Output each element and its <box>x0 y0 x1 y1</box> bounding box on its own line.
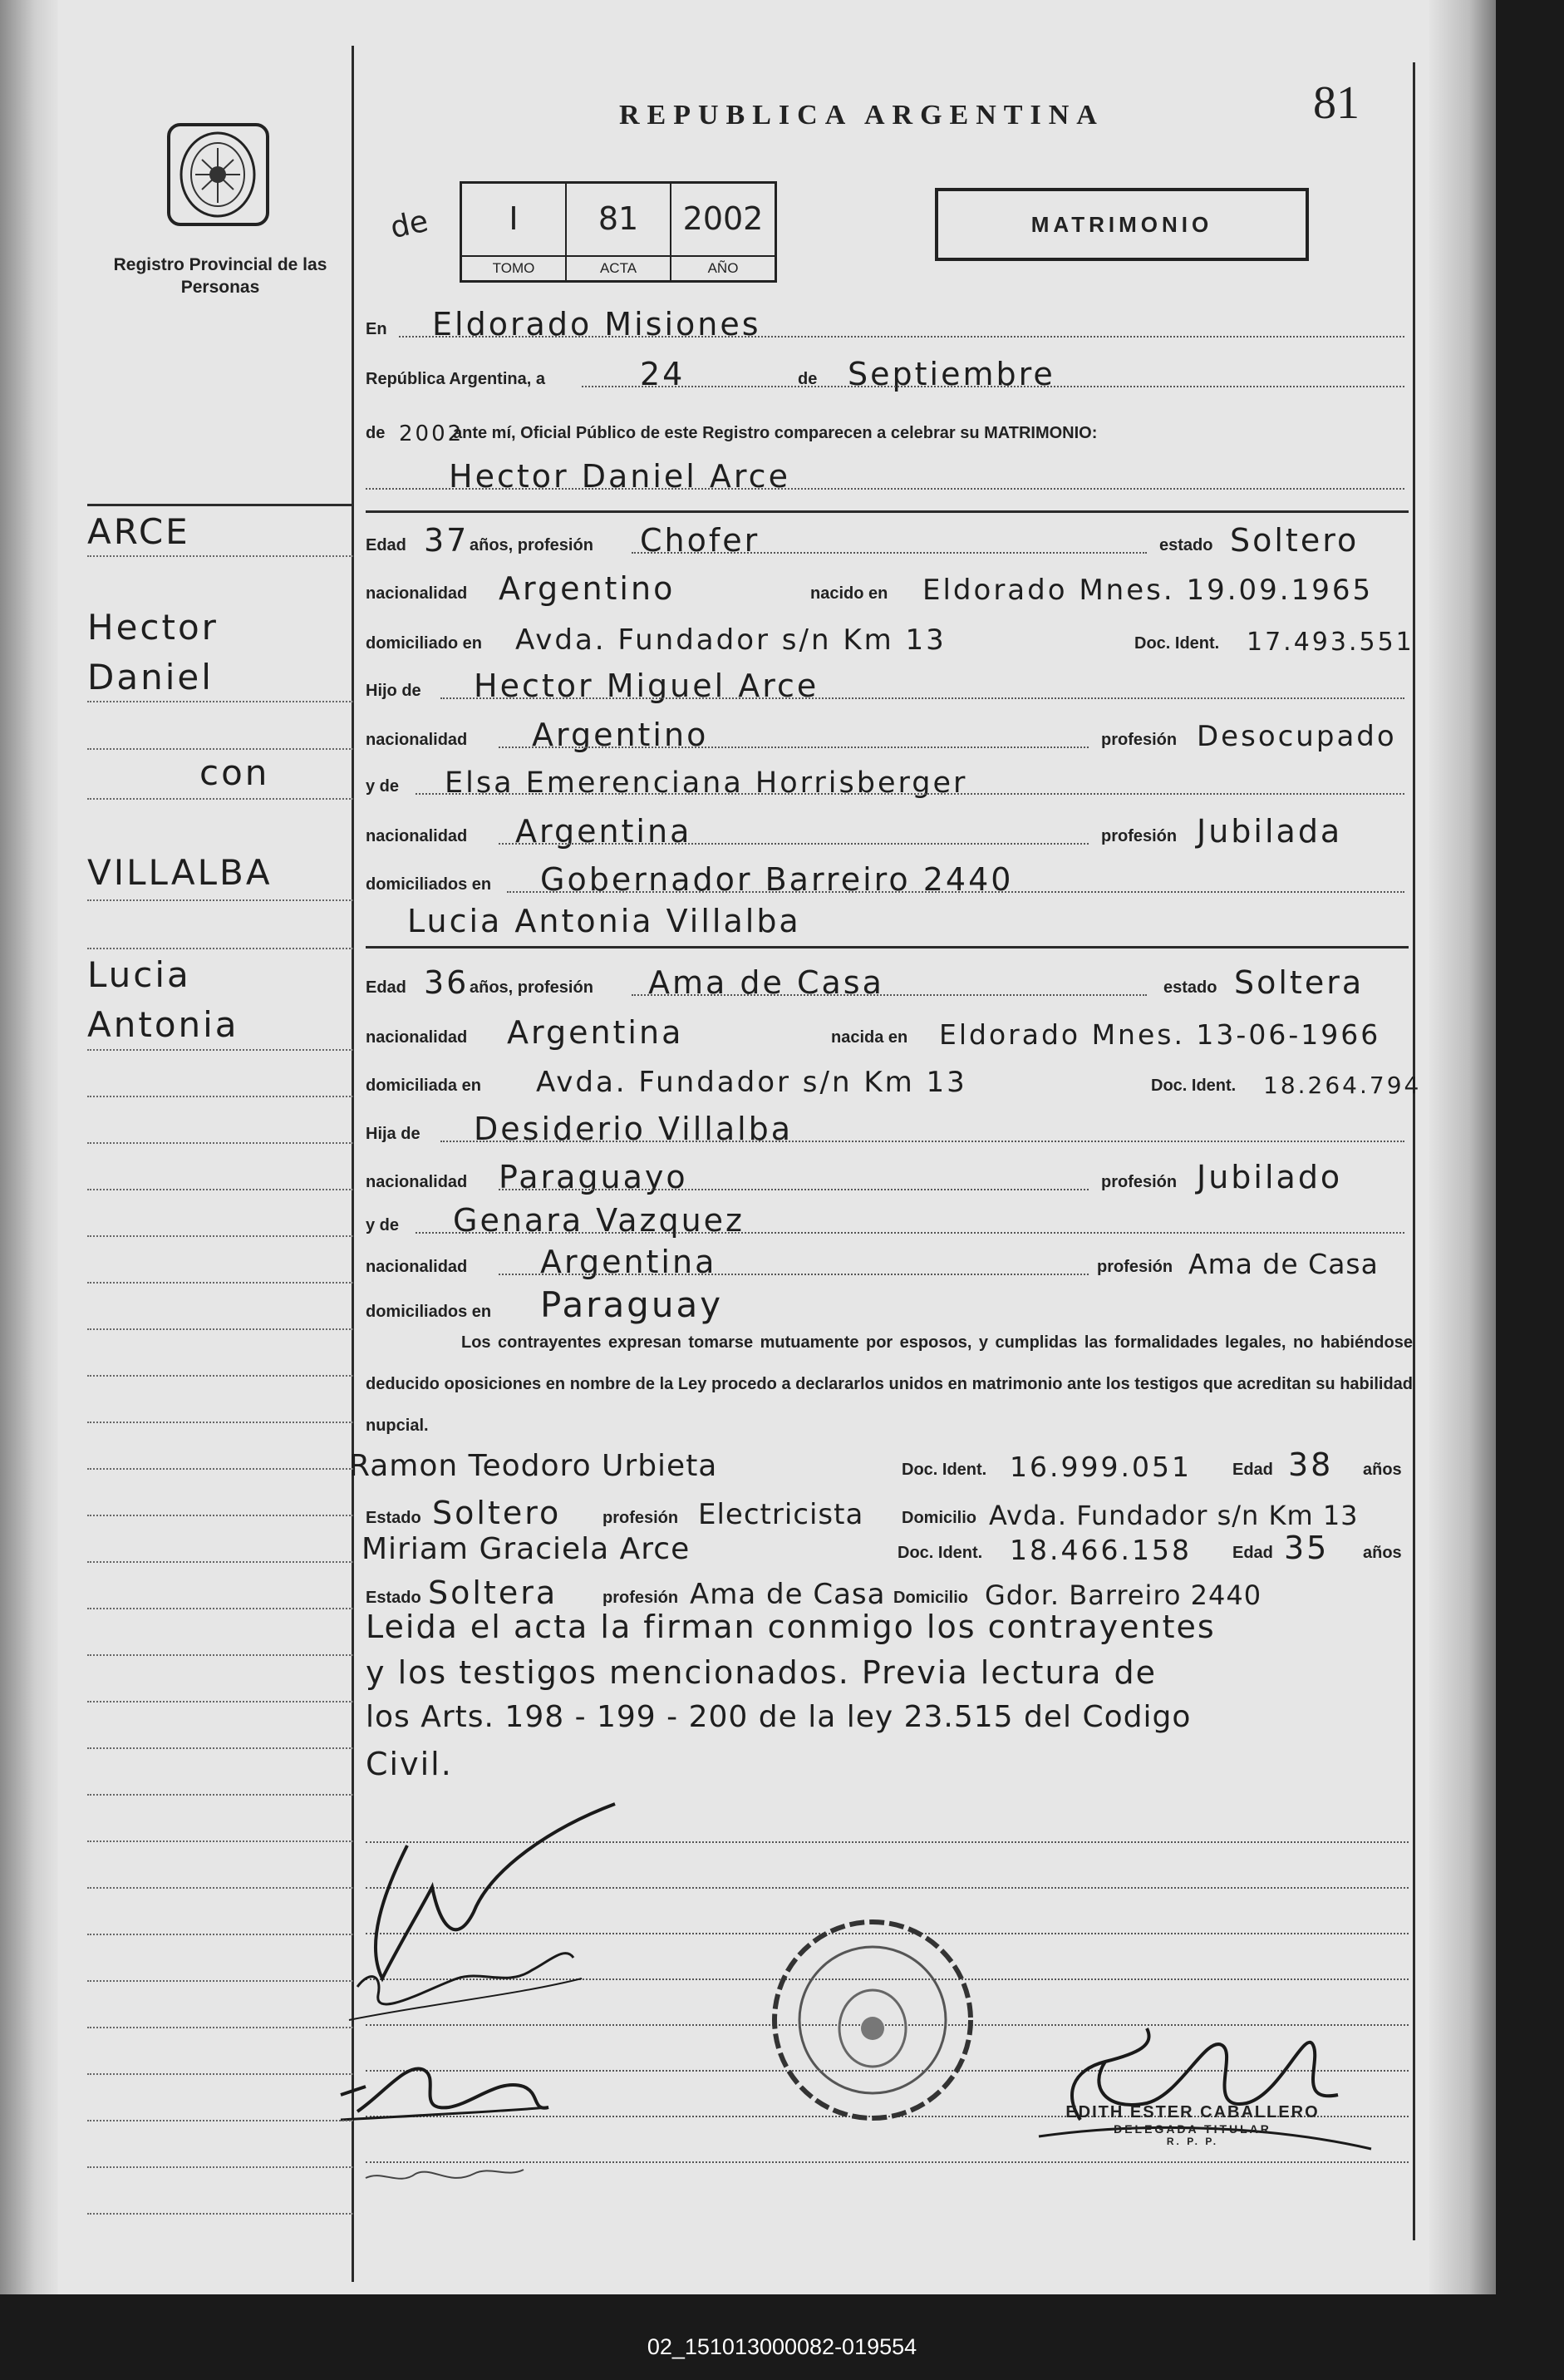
anos-profesion-label: años, profesión <box>470 536 593 554</box>
groom-mother: Elsa Emerenciana Horrisberger <box>445 766 968 800</box>
dotted-line <box>87 899 353 901</box>
profesion-label: profesión <box>1101 827 1178 845</box>
doc-ident-label: Doc. Ident. <box>1151 1077 1237 1095</box>
doc-ident-label: Doc. Ident. <box>1134 634 1220 653</box>
hija-de-label: Hija de <box>366 1125 421 1143</box>
groom-mother-profession: Jubilada <box>1197 813 1343 850</box>
dotted-line <box>87 1980 353 1982</box>
margin-groom-given-2: Daniel <box>87 657 214 697</box>
page-number: 81 <box>1313 77 1360 129</box>
dotted-line <box>87 1887 353 1889</box>
groom-father-row <box>366 669 1413 704</box>
intro-statement-row <box>366 411 1413 446</box>
groom-nationality-row <box>366 572 1413 607</box>
bride-father-nationality: Paraguayo <box>499 1159 688 1195</box>
bride-mother-profession: Ama de Casa <box>1188 1248 1379 1280</box>
witness-2-profession: Ama de Casa <box>690 1578 886 1611</box>
domiciliados-label: domiciliados en <box>366 1303 492 1321</box>
profesion-label: profesión <box>1097 1258 1173 1276</box>
section-rule <box>366 946 1409 949</box>
scan-file-id: 02_151013000082-019554 <box>647 2334 917 2359</box>
republica-label: República Argentina, a <box>366 370 545 388</box>
edad-label: Edad <box>366 978 406 997</box>
groom-doc: 17.493.551 <box>1247 628 1414 657</box>
bride-mother-row <box>366 1204 1413 1239</box>
de-label: de <box>798 370 818 388</box>
registry-name: Registro Provincial de las Personas <box>113 255 327 297</box>
domiciliado-label: domiciliado en <box>366 634 483 653</box>
dotted-line <box>87 1282 353 1284</box>
dotted-line <box>87 1328 353 1330</box>
bride-birth: Eldorado Mnes. 13-06-1966 <box>939 1018 1381 1051</box>
margin-groom-given-1: Hector <box>87 607 219 648</box>
groom-father-nat-row <box>366 718 1413 753</box>
nacido-label: nacido en <box>810 584 888 603</box>
groom-father-nationality: Argentino <box>532 717 709 753</box>
domiciliados-label: domiciliados en <box>366 875 492 894</box>
groom-birth: Eldorado Mnes. 19.09.1965 <box>922 574 1374 607</box>
bride-age: 36 <box>424 964 470 1001</box>
bride-doc: 18.264.794 <box>1263 1072 1422 1099</box>
groom-mother-row <box>366 765 1413 800</box>
nacionalidad-label: nacionalidad <box>366 1258 468 1276</box>
dotted-line <box>87 1375 353 1377</box>
page-binding-shadow <box>0 0 58 2294</box>
provincial-seal-icon <box>162 116 274 233</box>
dotted-line <box>87 948 353 949</box>
dotted-line <box>87 1468 353 1470</box>
bride-name-row <box>366 904 1413 939</box>
dotted-line <box>632 994 1147 996</box>
dotted-line <box>87 1701 353 1702</box>
witness-2-row <box>361 1530 1413 1566</box>
witness-1-profession: Electricista <box>698 1498 864 1531</box>
dotted-line <box>87 1049 353 1051</box>
dotted-line <box>87 1608 353 1609</box>
dotted-line <box>366 488 1404 490</box>
bride-father: Desiderio Villalba <box>474 1111 794 1147</box>
closing-line-3: los Arts. 198 - 199 - 200 de la ley 23.515 del Codigo <box>366 1700 1192 1734</box>
groom-parents-address-row <box>366 863 1413 898</box>
dotted-line <box>87 1561 353 1563</box>
dotted-line <box>87 2120 353 2121</box>
domicilio-label: Domicilio <box>902 1509 977 1527</box>
domiciliada-label: domiciliada en <box>366 1077 481 1095</box>
right-border <box>1413 62 1415 2240</box>
dotted-line <box>87 1515 353 1516</box>
registrar-office: R. P. P. <box>1166 2136 1219 2147</box>
groom-parents-address: Gobernador Barreiro 2440 <box>540 861 1014 898</box>
nacida-label: nacida en <box>831 1028 908 1047</box>
anos-label: años <box>1363 1544 1402 1562</box>
hijo-de-label: Hijo de <box>366 682 421 700</box>
witness-2-doc: 18.466.158 <box>1010 1534 1192 1566</box>
bride-address-row <box>366 1064 1422 1099</box>
margin-con: con <box>199 752 270 793</box>
intro-date-row <box>366 357 1413 392</box>
nacionalidad-label: nacionalidad <box>366 827 468 845</box>
dotted-line <box>87 1235 353 1237</box>
dotted-line <box>87 1840 353 1842</box>
acta-label: ACTA <box>567 255 670 280</box>
tomo-label: TOMO <box>462 255 565 280</box>
witness-2-age: 35 <box>1284 1530 1330 1566</box>
witness-1-age: 38 <box>1288 1446 1334 1483</box>
dotted-line <box>87 1096 353 1097</box>
dotted-line <box>87 1142 353 1144</box>
year-value: 2002 <box>399 421 465 446</box>
closing-line-4: Civil. <box>366 1746 453 1782</box>
witness-2-detail-row <box>366 1576 1413 1611</box>
dotted-line <box>87 701 353 702</box>
dotted-line <box>499 747 1089 748</box>
estado-label: estado <box>1159 536 1213 554</box>
tomo-value: I <box>509 200 519 237</box>
dotted-line <box>582 386 1404 387</box>
anio-value: 2002 <box>682 200 764 237</box>
bride-nationality: Argentina <box>507 1014 684 1051</box>
registrar-title: DELEGADA TITULAR <box>1114 2122 1271 2136</box>
bride-father-row <box>366 1112 1413 1147</box>
bride-parents-address: Paraguay <box>540 1284 724 1325</box>
dotted-line <box>440 1141 1404 1142</box>
dotted-line <box>87 748 353 750</box>
groom-civil-status: Soltero <box>1230 522 1360 559</box>
edad-label: Edad <box>1232 1461 1273 1479</box>
dotted-line <box>499 843 1089 845</box>
record-number-box <box>460 181 777 283</box>
closing-line-1: Leida el acta la firman conmigo los contrayentes <box>366 1609 1216 1645</box>
bride-nationality-row <box>366 1016 1413 1051</box>
witness-1-row <box>349 1446 1413 1483</box>
edad-label: Edad <box>1232 1544 1273 1562</box>
groom-age-row <box>366 524 1413 559</box>
estado-label: Estado <box>366 1589 421 1607</box>
groom-name-row <box>366 460 1413 495</box>
registrar-stamp <box>1051 2103 1334 2147</box>
edad-label: Edad <box>366 536 406 554</box>
statement-text: ante mí, Oficial Público de este Registro comparecen a celebrar su MATRIMONIO: <box>453 424 1098 442</box>
margin-bride-surname: VILLALBA <box>87 852 273 893</box>
groom-mother-nationality: Argentina <box>515 813 692 850</box>
nacionalidad-label: nacionalidad <box>366 731 468 749</box>
domicilio-label: Domicilio <box>893 1589 969 1607</box>
dotted-line <box>87 1794 353 1796</box>
witness-1-name: Ramon Teodoro Urbieta <box>349 1449 718 1483</box>
bride-address: Avda. Fundador s/n Km 13 <box>536 1066 967 1099</box>
nacionalidad-label: nacionalidad <box>366 1173 468 1191</box>
groom-address-row <box>366 622 1413 657</box>
groom-father-profession: Desocupado <box>1197 720 1397 753</box>
margin-groom-surname: ARCE <box>87 511 190 552</box>
day-value: 24 <box>640 356 686 392</box>
dotted-line <box>416 1232 1404 1234</box>
bride-parents-address-row <box>366 1284 1413 1325</box>
dotted-line <box>87 1934 353 1935</box>
bride-mother: Genara Vazquez <box>453 1202 745 1239</box>
bride-profession: Ama de Casa <box>648 964 884 1001</box>
witness-2-address: Gdor. Barreiro 2440 <box>985 1579 1262 1611</box>
official-seal-stamp <box>765 1912 981 2128</box>
bride-father-nat-row <box>366 1160 1413 1195</box>
dotted-line <box>87 2027 353 2028</box>
nacionalidad-label: nacionalidad <box>366 584 468 603</box>
dotted-line <box>87 798 353 800</box>
margin-rule <box>87 504 352 506</box>
declaration-text: Los contrayentes expresan tomarse mutuamente por esposos, y cumplidas las formalidades legales, no habiéndose deducido oposiciones en nombre de la Ley procedo a declararlos unidos en matrimonio ante los testigos que acreditan su habilidad nupcial. <box>366 1333 1413 1435</box>
profesion-label: profesión <box>602 1509 679 1527</box>
anos-profesion-label: años, profesión <box>470 978 593 997</box>
dotted-line <box>87 2073 353 2075</box>
bride-mother-nat-row <box>366 1245 1413 1280</box>
bride-civil-status: Soltera <box>1234 964 1365 1001</box>
estado-label: estado <box>1163 978 1217 997</box>
dotted-line <box>507 891 1404 893</box>
margin-bride-given-2: Antonia <box>87 1004 239 1045</box>
dotted-line <box>499 1189 1089 1190</box>
dotted-line <box>87 555 353 557</box>
place-value: Eldorado Misiones <box>432 306 761 342</box>
bride-age-row <box>366 966 1413 1001</box>
dotted-line <box>440 697 1404 699</box>
dotted-line <box>399 336 1404 338</box>
groom-mother-nat-row <box>366 815 1413 850</box>
profesion-label: profesión <box>602 1589 679 1607</box>
bride-father-profession: Jubilado <box>1197 1159 1343 1195</box>
intro-place-row <box>366 308 1413 342</box>
de2-label: de <box>366 424 386 442</box>
bride-mother-nationality: Argentina <box>540 1244 717 1280</box>
doc-ident-label: Doc. Ident. <box>898 1544 983 1562</box>
profesion-label: profesión <box>1101 1173 1178 1191</box>
doc-ident-label: Doc. Ident. <box>902 1461 987 1479</box>
margin-bride-given-1: Lucia <box>87 954 191 995</box>
dotted-line <box>499 1274 1089 1275</box>
groom-nationality: Argentino <box>499 570 676 607</box>
witness-1-doc: 16.999.051 <box>1010 1451 1192 1483</box>
acta-cell <box>567 184 671 280</box>
record-type-box: MATRIMONIO <box>935 188 1309 261</box>
closing-line-2: y los testigos mencionados. Previa lectura de <box>366 1654 1158 1691</box>
groom-full-name: Hector Daniel Arce <box>449 458 790 495</box>
witness-1-civil-status: Soltero <box>432 1495 562 1531</box>
dotted-line <box>416 793 1404 795</box>
en-label: En <box>366 320 387 338</box>
month-value: Septiembre <box>848 356 1055 392</box>
y-de-label: y de <box>366 777 400 796</box>
tomo-cell <box>462 184 567 280</box>
dotted-line <box>632 552 1147 554</box>
anio-cell <box>671 184 775 280</box>
anos-label: años <box>1363 1461 1402 1479</box>
dotted-line <box>87 2213 353 2215</box>
groom-address: Avda. Fundador s/n Km 13 <box>515 623 947 657</box>
groom-father: Hector Miguel Arce <box>474 668 819 704</box>
witness-2-civil-status: Soltera <box>428 1574 558 1611</box>
y-de-label: y de <box>366 1216 400 1234</box>
nacionalidad-label: nacionalidad <box>366 1028 468 1047</box>
groom-age: 37 <box>424 522 470 559</box>
dotted-line <box>87 1654 353 1656</box>
witness-1-address: Avda. Fundador s/n Km 13 <box>989 1500 1359 1531</box>
registrar-name: EDITH ESTER CABALLERO <box>1065 2103 1320 2121</box>
acta-value: 81 <box>598 200 639 237</box>
dotted-line <box>87 1422 353 1423</box>
estado-label: Estado <box>366 1509 421 1527</box>
dotted-line <box>87 1747 353 1749</box>
witness-2-name: Miriam Graciela Arce <box>361 1532 691 1566</box>
dotted-line <box>87 1189 353 1190</box>
anio-label: AÑO <box>671 255 775 280</box>
country-title: REPUBLICA ARGENTINA <box>619 100 1104 131</box>
profesion-label: profesión <box>1101 731 1178 749</box>
section-rule <box>366 510 1409 513</box>
groom-profession: Chofer <box>640 522 760 559</box>
page-edge-shadow <box>1429 0 1496 2294</box>
witness-1-detail-row <box>366 1496 1413 1531</box>
record-prefix: de <box>387 204 431 246</box>
dotted-line <box>87 2166 353 2168</box>
bride-full-name: Lucia Antonia Villalba <box>407 903 801 939</box>
